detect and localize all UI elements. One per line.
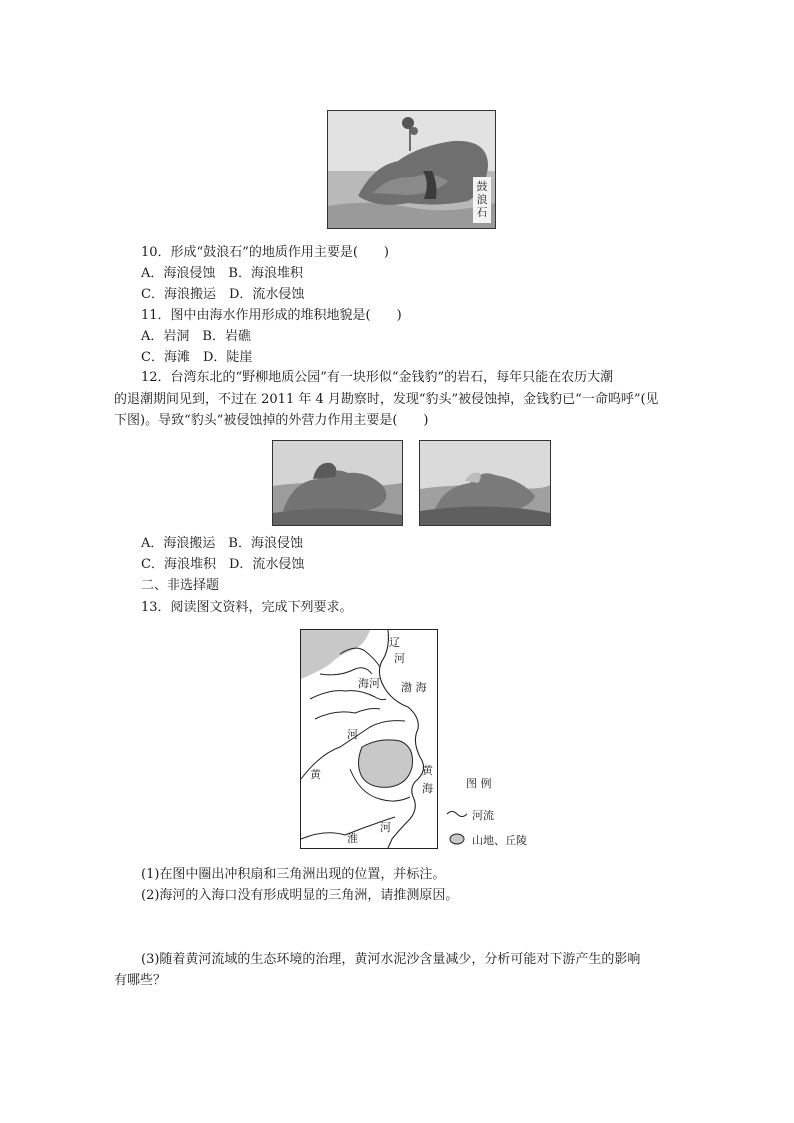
q13-sub3-line1: (3)随着黄河流域的生态环境的治理，黄河水泥沙含量减少，分析可能对下游产生的影响 xyxy=(141,952,641,967)
map-label-huai-he: 河 xyxy=(380,821,391,834)
q12-line1: 12．台湾东北的“野柳地质公园”有一块形似“金钱豹”的岩石，每年只能在农历大潮 xyxy=(141,370,614,385)
section2-heading: 二、非选择题 xyxy=(141,578,220,593)
legend-hills-label: 山地、丘陵 xyxy=(472,834,527,847)
q10-options-cd: C．海浪搬运 D．流水侵蚀 xyxy=(141,287,305,302)
gulangshi-caption: 鼓浪石 xyxy=(476,180,488,219)
map-label-huang: 黄 xyxy=(310,768,321,781)
q12-options-cd: C．海浪堆积 D．流水侵蚀 xyxy=(141,557,305,572)
leopard-before-photo xyxy=(272,440,403,526)
q12-options-ab: A．海浪搬运 B．海浪侵蚀 xyxy=(141,536,303,551)
map-legend xyxy=(446,775,546,855)
hills-central xyxy=(359,740,413,787)
map-label-huai: 淮 xyxy=(347,832,358,845)
leopard-after-photo xyxy=(419,440,551,526)
legend-river-symbol xyxy=(446,809,468,819)
q13-sub3-line2: 有哪些？ xyxy=(114,973,167,988)
legend-hills-symbol xyxy=(449,833,465,845)
q13-sub2: (2)海河的入海口没有形成明显的三角洲，请推测原因。 xyxy=(141,888,459,903)
q12-line2: 的退潮期间见到，不过在 2011 年 4 月勘察时，发现“豹头”被侵蚀掉，金钱豹已“一命呜呼”(见 xyxy=(114,392,659,407)
q13-sub1: (1)在图中圈出冲积扇和三角洲出现的位置，并标注。 xyxy=(141,867,446,882)
legend-title: 图 例 xyxy=(466,777,492,790)
q11-options-cd: C．海滩 D．陡崖 xyxy=(141,350,253,365)
map-label-he-mid: 河 xyxy=(347,728,358,741)
q11-options-ab: A．岩洞 B．岩礁 xyxy=(141,329,251,344)
river-map xyxy=(300,629,438,849)
map-label-bohai: 渤 海 xyxy=(401,681,427,694)
map-label-huanghai-2: 海 xyxy=(422,782,433,795)
q13-stem: 13．阅读图文资料，完成下列要求。 xyxy=(141,600,353,615)
q11-stem: 11．图中由海水作用形成的堆积地貌是( ) xyxy=(141,308,402,323)
q10-options-ab: A．海浪侵蚀 B．海浪堆积 xyxy=(141,266,303,281)
map-label-haihe: 海河 xyxy=(358,677,380,690)
q12-line3: 下图)。导致“豹头”被侵蚀掉的外营力作用主要是( ) xyxy=(114,413,429,428)
legend-river-label: 河流 xyxy=(472,809,494,822)
gulangshi-photo xyxy=(327,110,496,229)
q10-stem: 10．形成“鼓浪石”的地质作用主要是( ) xyxy=(141,245,389,260)
map-label-huanghai-1: 黄 xyxy=(422,764,433,777)
map-label-liao-he: 河 xyxy=(394,652,405,665)
map-label-liao: 辽 xyxy=(389,636,400,649)
